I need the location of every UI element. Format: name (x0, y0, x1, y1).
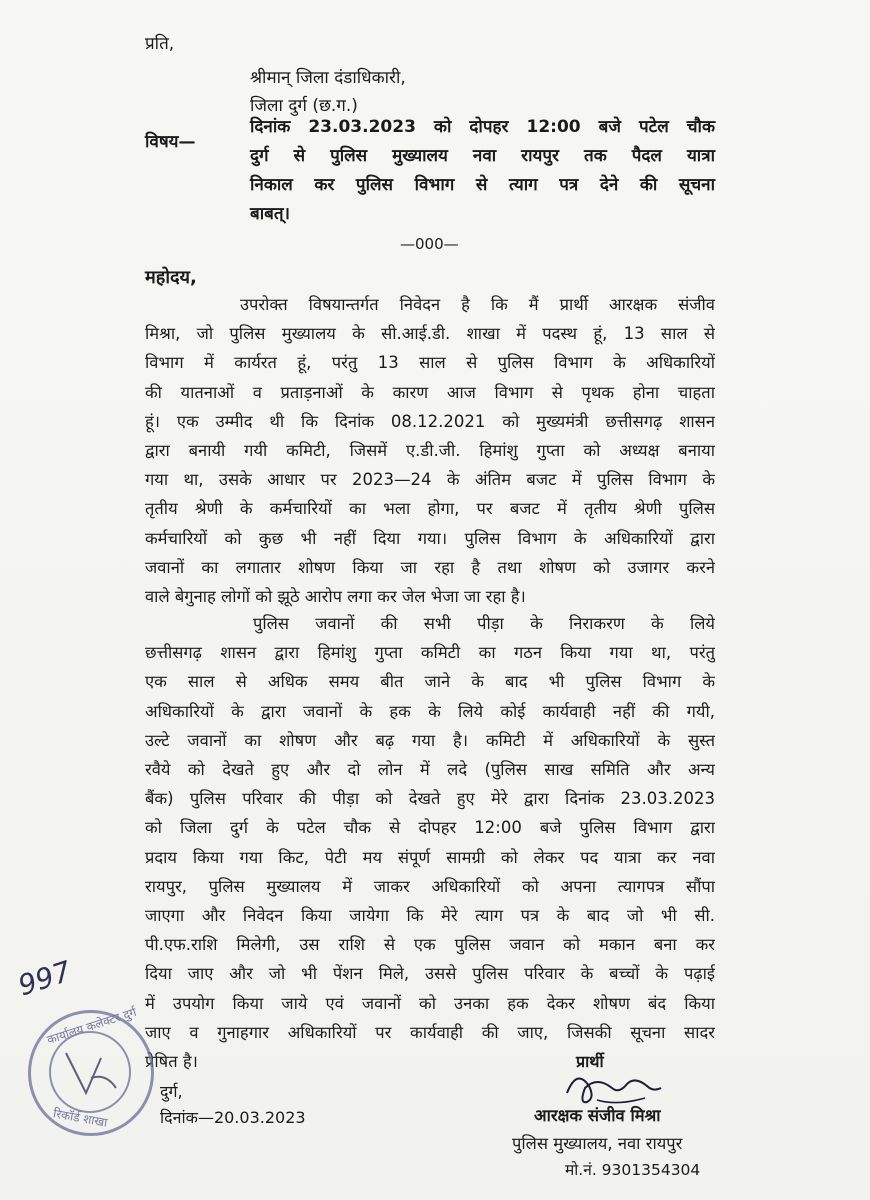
paragraph-line: तृतीय श्रेणी के कर्मचारियों का भला होगा, पर बजट में तृतीय श्रेणी पुलिस (145, 499, 715, 519)
stamp-text-top: कार्यालय कलेक्टर दुर्ग (45, 1004, 139, 1048)
paragraph-line: रवैये को देखते हुए और दो लोन में लदे (पुलिस साख समिति और अन्य (145, 760, 715, 780)
applicant-mobile: मो.नं. 9301354304 (565, 1161, 701, 1179)
paragraph-line: मिश्रा, जो पुलिस मुख्यालय के सी.आई.डी. शाखा में पदस्थ हूं, 13 साल से (145, 324, 715, 344)
place: दुर्ग, (160, 1082, 183, 1101)
paragraph-line: कर्मचारियों को कुछ भी नहीं दिया गया। पुलिस विभाग के अधिकारियों द्वारा (145, 528, 715, 548)
paragraph-2 (145, 609, 715, 1076)
subject-line: दिनांक 23.03.2023 को दोपहर 12:00 बजे पटेल चौक (250, 117, 715, 137)
paragraph-line: हूं। एक उम्मीद थी कि दिनांक 08.12.2021 को मुख्यमंत्री छत्तीसगढ़ शासन (145, 411, 715, 431)
paragraph-line: को जिला दुर्ग के पटेल चौक से दोपहर 12:00 बजे पुलिस विभाग द्वारा (145, 818, 715, 838)
paragraph-line: प्रदाय किया गया किट, पेटी मय संपूर्ण सामग्री को लेकर पद यात्रा कर नवा (145, 847, 715, 867)
subject-label: विषय— (145, 132, 196, 152)
salutation: महोदय, (145, 267, 197, 288)
letter-date: दिनांक—20.03.2023 (160, 1108, 306, 1127)
addressee-line2: जिला दुर्ग (छ.ग.) (250, 96, 358, 116)
paragraph-line: बैंक) पुलिस परिवार की पीड़ा को देखते हुए मेरे द्वारा दिनांक 23.03.2023 (145, 789, 715, 809)
paragraph-line: रायपुर, पुलिस मुख्यालय में जाकर अधिकारियों को अपना त्यागपत्र सौंपा (145, 876, 715, 896)
paragraph-line: पुलिस जवानों की सभी पीड़ा के निराकरण के लिये (253, 614, 715, 633)
applicant-office: पुलिस मुख्यालय, नवा रायपुर (512, 1134, 683, 1153)
paragraph-line: द्वारा बनायी गयी कमिटी, जिसमें ए.डी.जी. हिमांशु गुप्ता को अध्यक्ष बनाया (145, 441, 715, 461)
paragraph-line: उल्टे जवानों का शोषण और बढ़ गया है। कमिटी में अधिकारियों के सुस्त (145, 730, 715, 750)
subject-line: निकाल कर पुलिस विभाग से त्याग पत्र देने की सूचना (250, 175, 715, 195)
paragraph-line: में उपयोग किया जाये एवं जवानों को उनका हक देकर शोषण बंद किया (145, 993, 715, 1013)
office-stamp (28, 1004, 154, 1136)
paragraph-line: जवानों का लगातार शोषण किया जा रहा है तथा शोषण को उजागर करने (145, 557, 715, 577)
paragraph-line: अधिकारियों के द्वारा जवानों के हक के लिये कोई कार्यवाही नहीं की गयी, (145, 701, 715, 721)
paragraph-line: पी.एफ.राशि मिलेगी, उस राशि से एक पुलिस जवान को मकान बना कर (145, 935, 715, 955)
addressee-line1: श्रीमान् जिला दंडाधिकारी, (250, 68, 406, 88)
paragraph-1 (145, 290, 715, 611)
applicant-name: आरक्षक संजीव मिश्रा (534, 1106, 661, 1125)
applicant-label: प्रार्थी (576, 1052, 604, 1071)
subject-text (250, 113, 715, 229)
paragraph-line: की यातनाओं व प्रताड़नाओं के कारण आज विभाग से पृथक होना चाहता (145, 382, 715, 402)
paragraph-line: उपरोक्त विषयान्तर्गत निवेदन है कि मैं प्रार्थी आरक्षक संजीव (240, 295, 715, 314)
paragraph-line: गया था, उसके आधार पर 2023—24 के अंतिम बजट में पुलिस विभाग के (145, 470, 715, 490)
stamp-scribble-icon (61, 1043, 121, 1103)
paragraph-line: दिया जाए और जो भी पेंशन मिले, उससे पुलिस परिवार के बच्चों के पढ़ाई (145, 964, 715, 984)
prati-label: प्रति, (145, 34, 175, 54)
paragraph-line: प्रेषित है। (145, 1052, 198, 1072)
paragraph-line: वाले बेगुनाह लोगों को झूठे आरोप लगा कर जेल भेजा जा रहा है। (145, 587, 526, 607)
subject-line: बाबत्। (250, 204, 290, 224)
paragraph-line: एक साल से अधिक समय बीत जाने के बाद भी पुलिस विभाग के (145, 672, 715, 692)
handwritten-number: 997 (14, 954, 76, 1003)
separator: —000— (400, 235, 459, 253)
paragraph-line: जाएगा और निवेदन किया जायेगा कि मेरे त्याग पत्र के बाद जो भी सी. (145, 906, 715, 926)
paragraph-line: विभाग में कार्यरत हूं, परंतु 13 साल से पुलिस विभाग के अधिकारियों (145, 353, 715, 373)
subject-line: दुर्ग से पुलिस मुख्यालय नवा रायपुर तक पैदल यात्रा (250, 146, 715, 166)
paragraph-line: छत्तीसगढ़ शासन द्वारा हिमांशु गुप्ता कमिटी का गठन किया गया था, परंतु (145, 643, 715, 663)
paragraph-line: जाए व गुनाहगार अधिकारियों पर कार्यवाही की जाए, जिसकी सूचना सादर (145, 1022, 715, 1042)
stamp-text-bottom: रिकॉर्ड शाखा (52, 1106, 109, 1130)
